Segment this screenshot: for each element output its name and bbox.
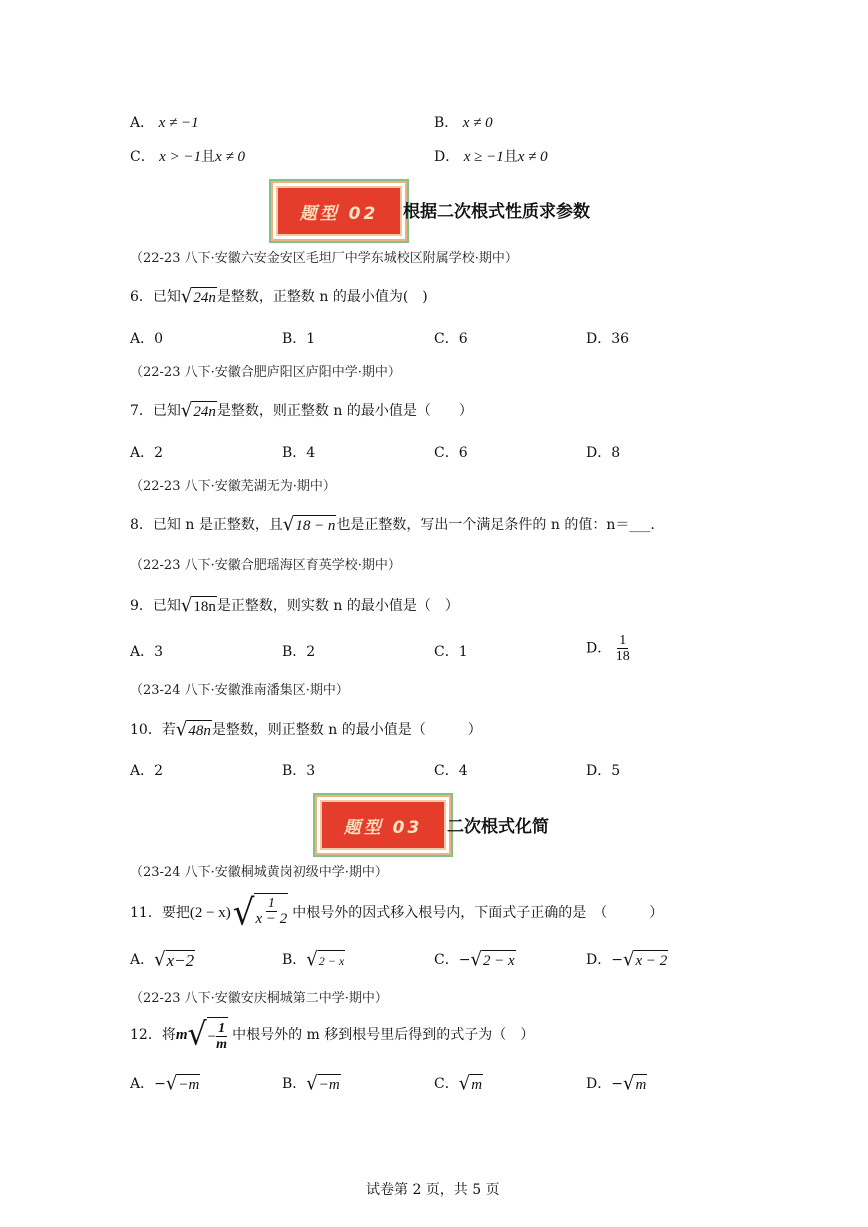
- option-expression: x ≠ −1: [158, 115, 199, 131]
- option-value: 2: [306, 644, 316, 660]
- q9-option-a: [130, 643, 163, 661]
- q10-option-a: [130, 762, 163, 780]
- sqrt-expression: √ 24n: [180, 399, 216, 422]
- q10-option-c: [434, 762, 468, 780]
- option-label: C．: [434, 952, 459, 968]
- option-sign: −: [458, 952, 471, 968]
- q5-option-d: [434, 148, 548, 166]
- radicand: 2 − x: [318, 950, 345, 970]
- sqrt-expression: √ $\frac{1}{x - 2}$: [232, 892, 288, 934]
- q11-stem: [130, 893, 663, 933]
- option-label: A．: [130, 115, 155, 131]
- q5-option-c: [130, 148, 245, 166]
- option-label: C．: [434, 445, 459, 461]
- fraction-denominator: x − 2: [255, 911, 288, 927]
- option-label: A．: [130, 445, 155, 461]
- option-sign: −: [611, 952, 623, 968]
- sqrt-expression: √ x−2: [154, 948, 195, 971]
- q11-option-a: [130, 950, 195, 970]
- option-label: B．: [282, 445, 307, 461]
- q11-option-c: [434, 950, 516, 970]
- option-value: 6: [458, 445, 468, 461]
- section-badge-02: [276, 186, 402, 236]
- q9-stem: [130, 596, 459, 616]
- option-expression: x > −1: [159, 149, 202, 165]
- option-label: C．: [434, 1076, 459, 1092]
- option-label: A．: [130, 331, 155, 347]
- q12-option-a: [130, 1074, 200, 1094]
- radicand: x − 2: [634, 950, 668, 970]
- option-label: C．: [434, 644, 459, 660]
- option-expression: x ≥ −1: [463, 149, 504, 165]
- sqrt-expression: √ 24n: [180, 285, 216, 308]
- radicand: 18n: [192, 596, 217, 616]
- option-expression: x ≠ 0: [215, 149, 245, 165]
- question-text: 10．若: [130, 722, 176, 738]
- sqrt-expression: √ 18n: [180, 594, 216, 617]
- q5-option-b: [434, 114, 493, 132]
- option-value: 2: [154, 445, 164, 461]
- radicand: 24n: [192, 287, 217, 307]
- option-sign: −: [611, 1076, 623, 1092]
- sqrt-expression: √ −m: [306, 1072, 340, 1095]
- q10-source: （23-24 八下·安徽淮南潘集区·期中）: [130, 683, 349, 698]
- fraction-numerator: 1: [218, 1021, 226, 1036]
- option-expression: x ≠ 0: [462, 115, 493, 131]
- radicand: m: [634, 1074, 647, 1094]
- question-text: 是正整数，则实数 n 的最小值是（ ）: [216, 598, 459, 614]
- section-badge-text: 题型 02: [299, 203, 379, 224]
- option-label: D．: [586, 640, 612, 657]
- option-expression: x ≠ 0: [517, 149, 548, 165]
- option-label: A．: [130, 644, 155, 660]
- q8-stem: [130, 515, 655, 535]
- q5-option-a: [130, 114, 199, 132]
- question-text: 是整数，则正整数 n 的最小值是（ ）: [211, 722, 482, 738]
- sqrt-expression: √ 2 − x: [470, 948, 515, 971]
- fraction: [255, 896, 287, 927]
- section-title-03: 二次根式化简: [447, 817, 549, 837]
- option-value: 4: [458, 763, 468, 779]
- fraction-denominator: 18: [615, 649, 630, 664]
- question-text: 也是正整数，写出一个满足条件的 n 的值：n＝___.: [336, 517, 655, 533]
- option-value: 3: [306, 763, 316, 779]
- q7-stem: [130, 401, 473, 421]
- option-value: 0: [154, 331, 164, 347]
- fraction: [216, 1021, 227, 1052]
- question-text: 中根号外的因式移入根号内，下面式子正确的是 （ ）: [292, 905, 664, 921]
- q10-option-d: [586, 762, 620, 780]
- option-label: A．: [130, 763, 155, 779]
- sqrt-expression: √ m: [622, 1072, 647, 1095]
- radicand: 24n: [192, 401, 217, 421]
- sqrt-expression: √ − $\frac{1}{m}$: [187, 1016, 228, 1053]
- radicand: m: [470, 1074, 483, 1094]
- option-value: 36: [611, 331, 630, 347]
- fraction-numerator: 1: [267, 896, 275, 911]
- question-text: 中根号外的 m 移到根号里后得到的式子为（ ）: [232, 1027, 535, 1043]
- sqrt-expression: √ 2 − x: [306, 948, 345, 971]
- q6-option-c: [434, 330, 468, 348]
- q6-option-b: [282, 330, 315, 348]
- radicand: 2 − x: [482, 950, 516, 970]
- option-label: A．: [130, 1076, 155, 1092]
- option-value: 2: [154, 763, 164, 779]
- option-label: B．: [282, 763, 307, 779]
- section-badge-text: 题型 03: [343, 817, 423, 838]
- q6-stem: [130, 287, 428, 307]
- option-label: B．: [282, 644, 307, 660]
- factor-expression: (2 − x): [189, 905, 231, 921]
- q12-option-c: [434, 1074, 483, 1094]
- q7-option-d: [586, 444, 620, 462]
- q12-source: （22-23 八下·安徽安庆桐城第二中学·期中）: [130, 991, 388, 1006]
- option-label: D．: [586, 1076, 612, 1092]
- option-label: D．: [434, 149, 460, 165]
- q7-option-a: [130, 444, 163, 462]
- question-text: 9．已知: [130, 598, 181, 614]
- option-value: 8: [611, 445, 621, 461]
- q9-option-b: [282, 643, 315, 661]
- sqrt-expression: √ m: [458, 1072, 483, 1095]
- question-text: 8．已知 n 是正整数，且: [130, 517, 283, 533]
- question-text: 12．将: [130, 1027, 176, 1043]
- question-text: 11．要把: [130, 905, 190, 921]
- option-label: D．: [586, 445, 612, 461]
- option-connector: 且: [503, 149, 518, 165]
- q11-source: （23-24 八下·安徽桐城黄岗初级中学·期中）: [130, 865, 388, 880]
- q10-option-b: [282, 762, 315, 780]
- option-value: 6: [458, 331, 468, 347]
- option-label: D．: [586, 763, 612, 779]
- q7-option-c: [434, 444, 468, 462]
- q10-stem: [130, 720, 482, 740]
- question-text: 6．已知: [130, 289, 181, 305]
- fraction-denominator: m: [216, 1037, 228, 1052]
- sqrt-expression: √ 18 − n: [282, 513, 336, 536]
- option-label: B．: [434, 115, 459, 131]
- option-label: D．: [586, 331, 612, 347]
- option-label: B．: [282, 952, 307, 968]
- section-badge-03: [320, 800, 446, 850]
- radicand: 18 − n: [294, 515, 336, 535]
- fraction: [616, 633, 630, 664]
- q12-stem: [130, 1017, 534, 1053]
- q8-source: （22-23 八下·安徽芜湖无为·期中）: [130, 479, 336, 494]
- sqrt-expression: √ x − 2: [622, 948, 668, 971]
- fraction-numerator: 1: [619, 633, 627, 648]
- question-text: 是整数，则正整数 n 的最小值是（ ）: [216, 403, 473, 419]
- page-footer: 试卷第 2 页，共 5 页: [366, 1182, 500, 1198]
- q11-option-b: [282, 950, 345, 970]
- radicand: 48n: [187, 720, 212, 740]
- q7-option-b: [282, 444, 315, 462]
- option-connector: 且: [201, 149, 216, 165]
- q11-option-d: [586, 950, 668, 970]
- q7-source: （22-23 八下·安徽合肥庐阳区庐阳中学·期中）: [130, 365, 401, 380]
- radicand: x−2: [166, 951, 195, 970]
- option-value: 3: [154, 644, 164, 660]
- sqrt-expression: √ −m: [165, 1072, 200, 1095]
- option-sign: −: [154, 1076, 166, 1092]
- q12-option-d: [586, 1074, 647, 1094]
- q9-option-c: [434, 643, 468, 661]
- option-value: 5: [611, 763, 621, 779]
- option-label: C．: [130, 149, 155, 165]
- q9-source: （22-23 八下·安徽合肥瑶海区育英学校·期中）: [130, 558, 401, 573]
- radicand: −m: [318, 1074, 341, 1094]
- option-label: B．: [282, 1076, 307, 1092]
- option-label: A．: [130, 952, 155, 968]
- q6-option-a: [130, 330, 163, 348]
- q6-source: （22-23 八下·安徽六安金安区毛坦厂中学东城校区附属学校·期中）: [130, 251, 518, 266]
- coefficient: m: [175, 1027, 188, 1043]
- sqrt-expression: √ 48n: [175, 718, 211, 741]
- q6-option-d: [586, 330, 629, 348]
- q9-option-d: [586, 633, 630, 664]
- question-text: 7．已知: [130, 403, 181, 419]
- section-title-02: 根据二次根式性质求参数: [403, 202, 590, 222]
- option-value: 4: [306, 445, 316, 461]
- radicand: −m: [177, 1074, 200, 1094]
- option-value: 1: [306, 331, 316, 347]
- option-label: D．: [586, 952, 612, 968]
- option-label: C．: [434, 331, 459, 347]
- question-text: 是整数，正整数 n 的最小值为( ): [216, 289, 428, 305]
- q12-option-b: [282, 1074, 341, 1094]
- option-value: 1: [458, 644, 468, 660]
- option-label: B．: [282, 331, 307, 347]
- option-label: C．: [434, 763, 459, 779]
